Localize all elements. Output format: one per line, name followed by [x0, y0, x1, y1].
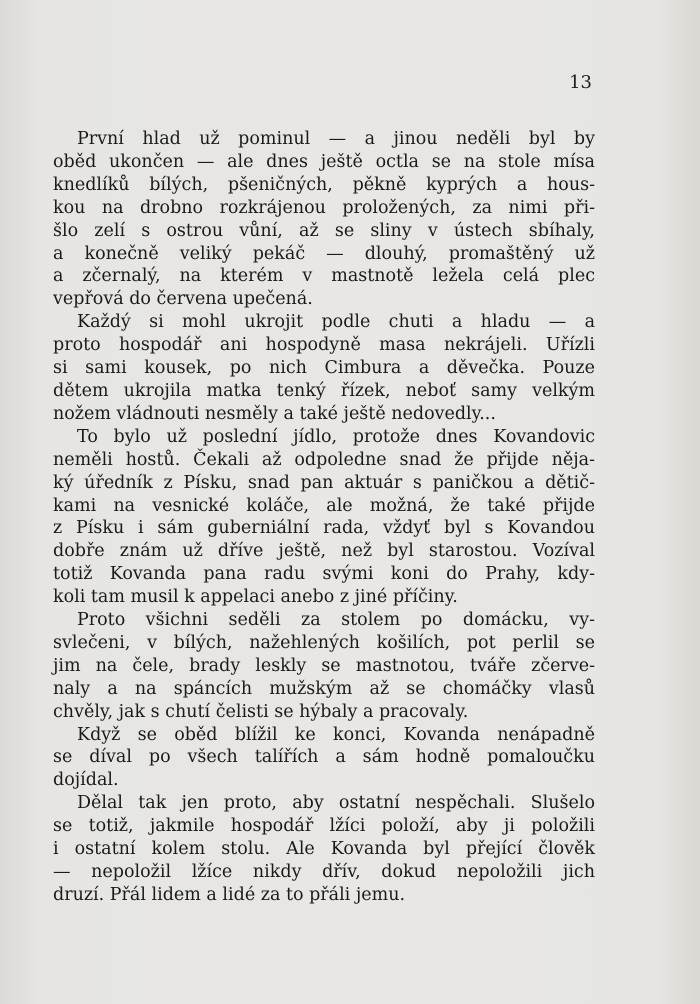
- text-line: Dělal tak jen proto, aby ostatní nespěchali. Slušelo: [77, 793, 595, 814]
- text-line: proto hospodář ani hospodyně masa nekrájeli. Uřízli: [53, 335, 595, 356]
- text-line: se totiž, jakmile hospodář lžíci položí, aby ji položili: [53, 816, 595, 837]
- text-line: naly a na spáncích mužským až se chomáčky vlasů: [53, 678, 595, 699]
- paragraph: [53, 426, 595, 609]
- paragraph: [53, 724, 595, 793]
- text-line: knedlíků bílých, pšeničných, pěkně kyprých a hous-: [53, 174, 595, 195]
- paragraph: [53, 792, 595, 907]
- text-line: kami na vesnické koláče, ale možná, že také přijde: [53, 495, 595, 516]
- text-line: i ostatní kolem stolu. Ale Kovanda byl přející člověk: [53, 839, 595, 860]
- text-line: Každý si mohl ukrojit podle chuti a hladu — a: [77, 312, 595, 333]
- text-line: šlo zelí s ostrou vůní, až se sliny v ústech sbíhaly,: [53, 220, 595, 241]
- text-line: druzí. Přál lidem a lidé za to přáli jemu.: [53, 884, 406, 905]
- text-line: vepřová do červena upečená.: [53, 289, 313, 310]
- paragraph: [53, 609, 595, 724]
- text-line: a konečně veliký pekáč — dlouhý, promaštěný už: [53, 243, 595, 264]
- text-line: chvěly, jak s chutí čelisti se hýbaly a pracovaly.: [53, 701, 469, 722]
- text-line: neměli hostů. Čekali až odpoledne snad že přijde něja-: [53, 449, 595, 470]
- text-line: To bylo už poslední jídlo, protože dnes Kovandovic: [77, 426, 595, 447]
- text-line: dětem ukrojila matka tenký řízek, neboť samy velkým: [53, 380, 595, 401]
- text-line: totiž Kovanda pana radu svými koni do Prahy, kdy-: [53, 564, 595, 585]
- text-line: dobře znám už dříve ještě, než byl starostou. Vozíval: [53, 541, 595, 562]
- text-line: nožem vládnouti nesměly a také ještě nedovedly...: [53, 403, 496, 424]
- paragraph: [53, 128, 595, 311]
- body-text: [53, 128, 595, 907]
- text-line: svlečeni, v bílých, nažehlených košilích, pot perlil se: [53, 632, 595, 653]
- text-line: První hlad už pominul — a jinou neděli byl by: [77, 129, 595, 149]
- text-line: dojídal.: [53, 770, 119, 791]
- text-line: ký úředník z Písku, snad pan aktuár s paničkou a dětič-: [53, 472, 595, 493]
- text-line: — nepoložil lžíce nikdy dřív, dokud nepoložili jich: [53, 862, 595, 882]
- text-line: kou na drobno rozkrájenou proložených, za nimi při-: [53, 197, 595, 218]
- text-line: z Písku i sám guberniální rada, vždyť byl s Kovandou: [53, 518, 595, 539]
- paragraph: [53, 311, 595, 426]
- text-line: oběd ukončen — ale dnes ještě octla se na stole mísa: [53, 151, 595, 172]
- text-line: koli tam musil k appelaci anebo z jiné příčiny.: [53, 587, 458, 608]
- text-line: Proto všichni seděli za stolem po domácku, vy-: [77, 610, 595, 631]
- text-line: se díval po všech talířích a sám hodně pomaloučku: [53, 747, 595, 768]
- text-line: a zčernalý, na kterém v mastnotě ležela celá plec: [53, 266, 595, 287]
- text-line: jim na čele, brady leskly se mastnotou, tváře zčerve-: [53, 655, 595, 676]
- text-line: Když se oběd blížil ke konci, Kovanda nenápadně: [77, 724, 595, 745]
- page-number: 13: [569, 72, 592, 93]
- text-line: si sami kousek, po nich Cimbura a děvečka. Pouze: [53, 358, 595, 379]
